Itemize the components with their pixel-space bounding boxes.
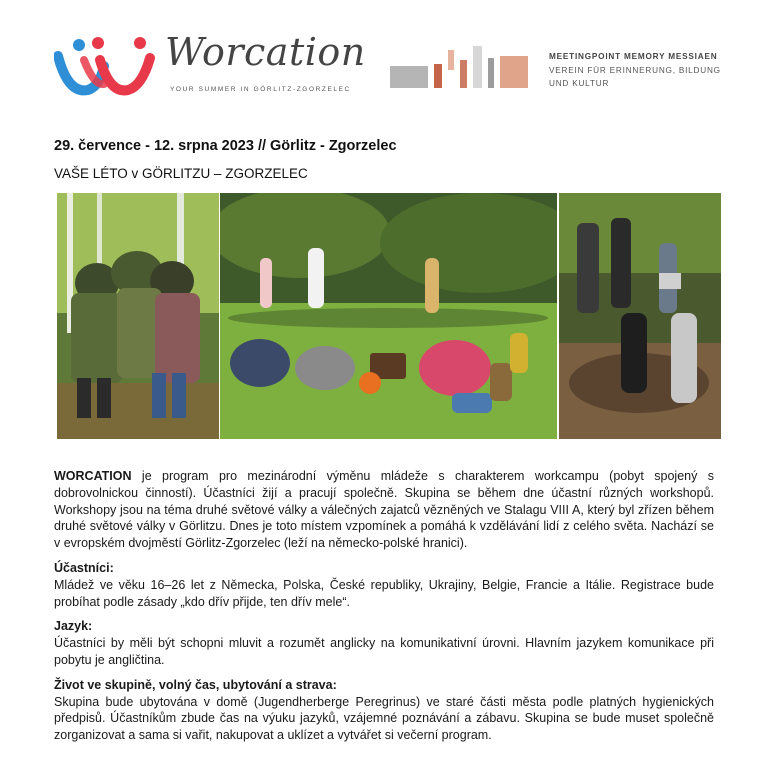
language-text: Účastníci by měli být schopni mluvit a rozumět anglicky na komunikativní úrovni. Hlavním jazykem komunikace při pobytu je angličtina. [54,636,714,667]
meetingpoint-logo-icon [390,44,530,92]
partner-name: MEETINGPOINT MEMORY MESSIAEN [549,52,718,61]
partner-subtitle-line2: UND KULTUR [549,79,610,88]
group-hug-photo [57,193,219,439]
brand-name: Worcation [165,30,366,74]
worcation-logo-icon [54,34,158,96]
participants-text: Mládež ve věku 16–26 let z Německa, Polska, České republiky, Ukrajiny, Belgie, Francie a Itálie. Registrace bude probíhat podle zásady „kdo dřív přijde, ten dřív mele“. [54,577,714,609]
brand-tagline: YOUR SUMMER IN GÖRLITZ-ZGORZELEC [170,86,351,93]
intro-text: je program pro mezinárodní výměnu mládeže s charakterem workcampu (pobyt spojený s dobrovolnickou činností). Účastníci žijí a pracují společně. Skupina se během dne účastní různých workshopů. Workshopy jsou na téma druhé světové války a válečných zajatců vězněných ve Stalagu VIII A, který byl zřízen během druhé světové války v Görlitzu. Dnes je toto místem vzpomínek a pomáhá k vzdělávání lidí z celého světa. Nachází se v evropském dvojměstí Görlitz-Zgorzelec (leží na německo-polské hranici). [54,469,714,551]
language-heading: Jazyk: [54,619,93,634]
park-picnic-photo [220,193,557,439]
group-life-text: Skupina bude ubytována v domě (Jugendherberge Peregrinus) ve staré části města podle platných hygienických předpisů. Účastníkům zbude čas na výuku jazyků, vzájemné poznávání a zábavu. Skupina se bude muset společně zorganizovat a sama si vařit, nakupovat a uklízet a vytvářet si večerní program. [54,694,714,743]
intro-lead: WORCATION [54,469,132,483]
intro-paragraph [54,468,714,552]
partner-subtitle-line1: VEREIN FÜR ERINNERUNG, BILDUNG [549,65,721,75]
partner-organization [549,50,721,91]
event-dates-location: 29. července - 12. srpna 2023 // Görlitz - Zgorzelec [54,138,397,154]
photo-strip [57,193,721,439]
event-subtitle: VAŠE LÉTO v GÖRLITZU – ZGORZELEC [54,166,308,181]
participants-heading: Účastníci: [54,560,114,575]
program-description [54,468,714,744]
page-header [0,0,768,110]
forest-excavation-photo [559,193,721,439]
group-life-heading: Život ve skupině, volný čas, ubytování a strava: [54,677,337,692]
